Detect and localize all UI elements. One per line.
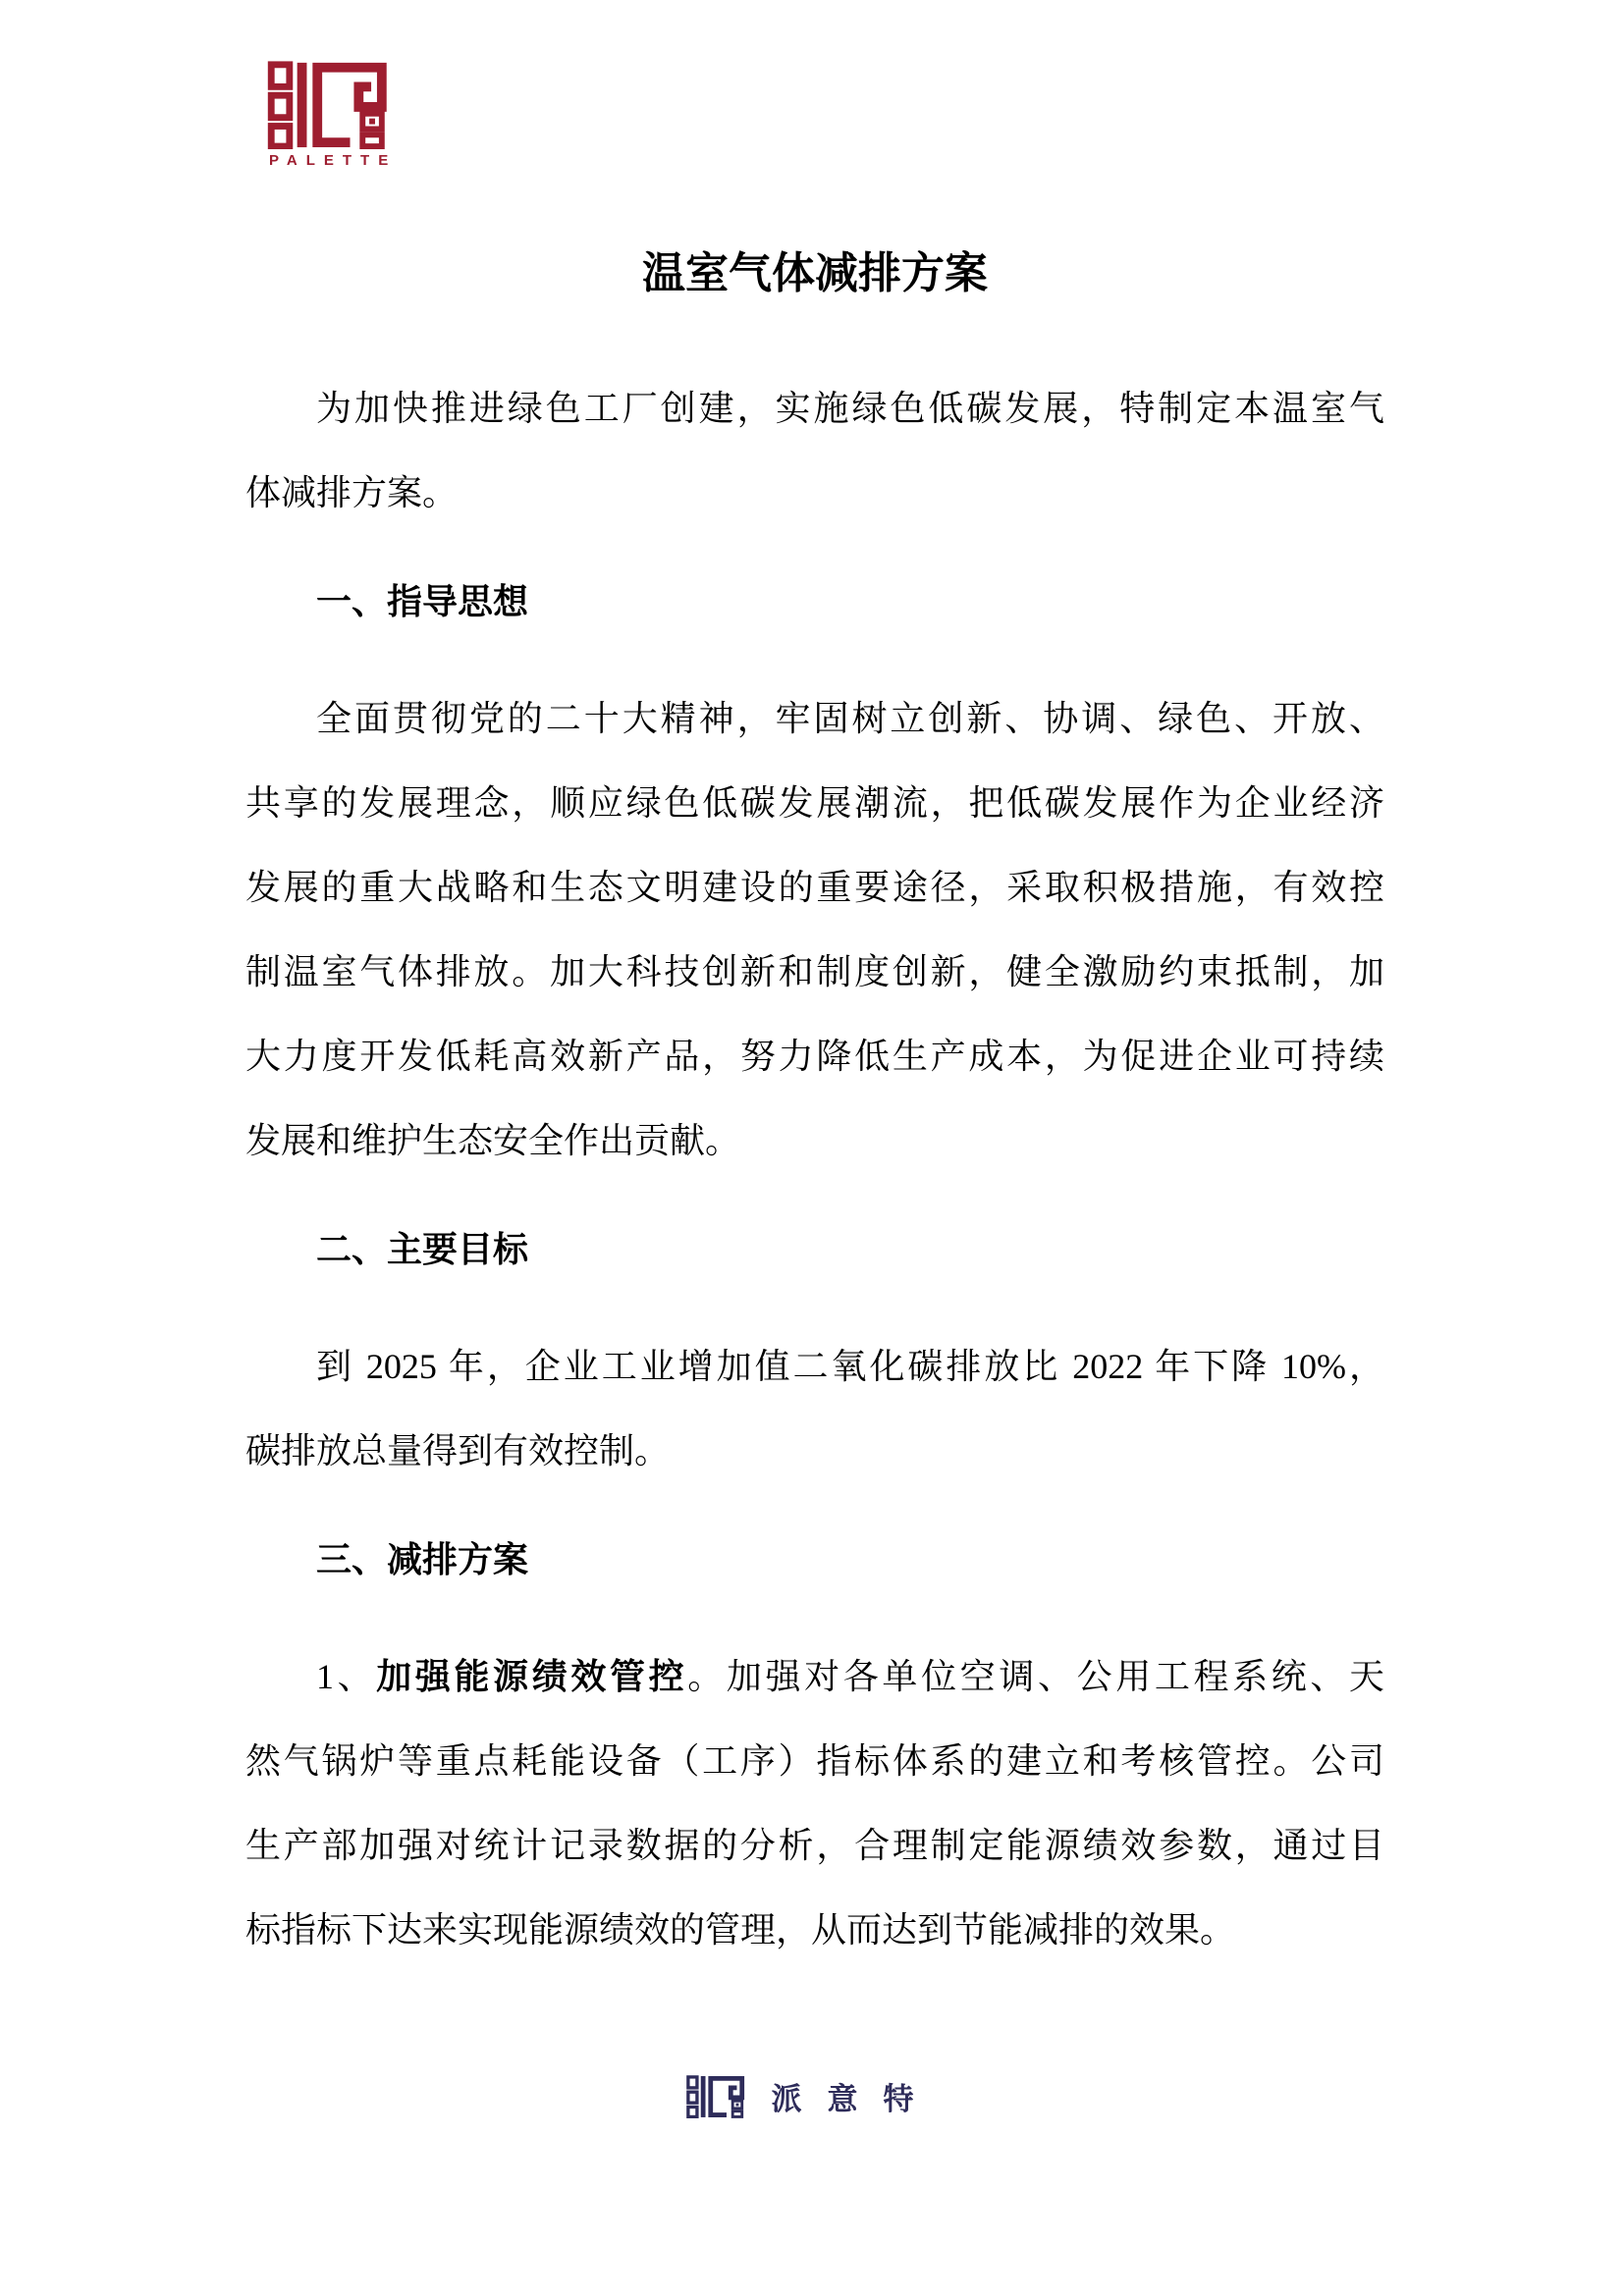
paragraph-line xyxy=(245,761,1384,845)
paragraph-line xyxy=(245,930,1384,1014)
paragraph xyxy=(245,1324,1384,1493)
text-segment: 共享的发展理念，顺应绿色低碳发展潮流，把低碳发展作为企业经济 xyxy=(245,783,1384,823)
text-segment: 标指标下达来实现能源绩效的管理，从而达到节能减排的效果。 xyxy=(245,1910,1236,1949)
palette-wordmark: PALETTE xyxy=(269,152,398,169)
text-segment: 到 2025 年，企业工业增加值二氧化碳排放比 2022 年下降 10%， xyxy=(316,1347,1384,1386)
bold-text-segment: 加强能源绩效管控 xyxy=(376,1656,688,1696)
document-title: 温室气体减排方案 xyxy=(642,249,988,297)
palette-footer-logo-icon xyxy=(685,2073,746,2118)
text-segment: 。加强对各单位空调、公用工程系统、天 xyxy=(687,1657,1384,1696)
paragraph-line xyxy=(245,451,1384,535)
paragraph-line xyxy=(245,1409,1384,1493)
document-blocks xyxy=(245,366,1384,1972)
text-segment: 碳排放总量得到有效控制。 xyxy=(245,1431,671,1470)
text-segment: 体减排方案。 xyxy=(245,473,459,512)
footer-brand-text: 派意特 xyxy=(771,2081,940,2116)
paragraph xyxy=(245,1634,1384,1972)
paragraph-line xyxy=(245,1014,1384,1098)
paragraph-line xyxy=(245,1634,1384,1719)
text-segment: 制温室气体排放。加大科技创新和制度创新，健全激励约束抵制，加 xyxy=(245,952,1384,991)
section-heading: 三、减排方案 xyxy=(316,1539,529,1579)
paragraph-line xyxy=(245,366,1384,451)
text-segment: 1、 xyxy=(316,1657,377,1696)
section-heading: 二、主要目标 xyxy=(316,1229,529,1269)
paragraph-line xyxy=(245,1719,1384,1803)
paragraph-line xyxy=(245,1324,1384,1409)
text-segment: 大力度开发低耗高效新产品，努力降低生产成本，为促进企业可持续 xyxy=(245,1037,1384,1076)
paragraph-line xyxy=(245,845,1384,930)
paragraph-line xyxy=(245,676,1384,761)
text-segment: 全面贯彻党的二十大精神，牢固树立创新、协调、绿色、开放、 xyxy=(316,699,1384,738)
paragraph xyxy=(245,676,1384,1183)
paragraph-line xyxy=(245,1888,1384,1972)
document-content xyxy=(245,0,1384,1972)
paragraph xyxy=(245,366,1384,535)
footer-brand xyxy=(0,2073,1624,2118)
text-segment: 为加快推进绿色工厂创建，实施绿色低碳发展，特制定本温室气 xyxy=(316,389,1384,428)
text-segment: 发展的重大战略和生态文明建设的重要途径，采取积极措施，有效控 xyxy=(245,868,1384,907)
section-heading: 一、指导思想 xyxy=(316,581,529,621)
text-segment: 然气锅炉等重点耗能设备（工序）指标体系的建立和考核管控。公司 xyxy=(245,1741,1384,1781)
paragraph-line xyxy=(245,1803,1384,1888)
text-segment: 生产部加强对统计记录数据的分析，合理制定能源绩效参数，通过目 xyxy=(245,1826,1384,1865)
paragraph-line xyxy=(245,1098,1384,1183)
text-segment: 发展和维护生态安全作出贡献。 xyxy=(245,1121,741,1160)
